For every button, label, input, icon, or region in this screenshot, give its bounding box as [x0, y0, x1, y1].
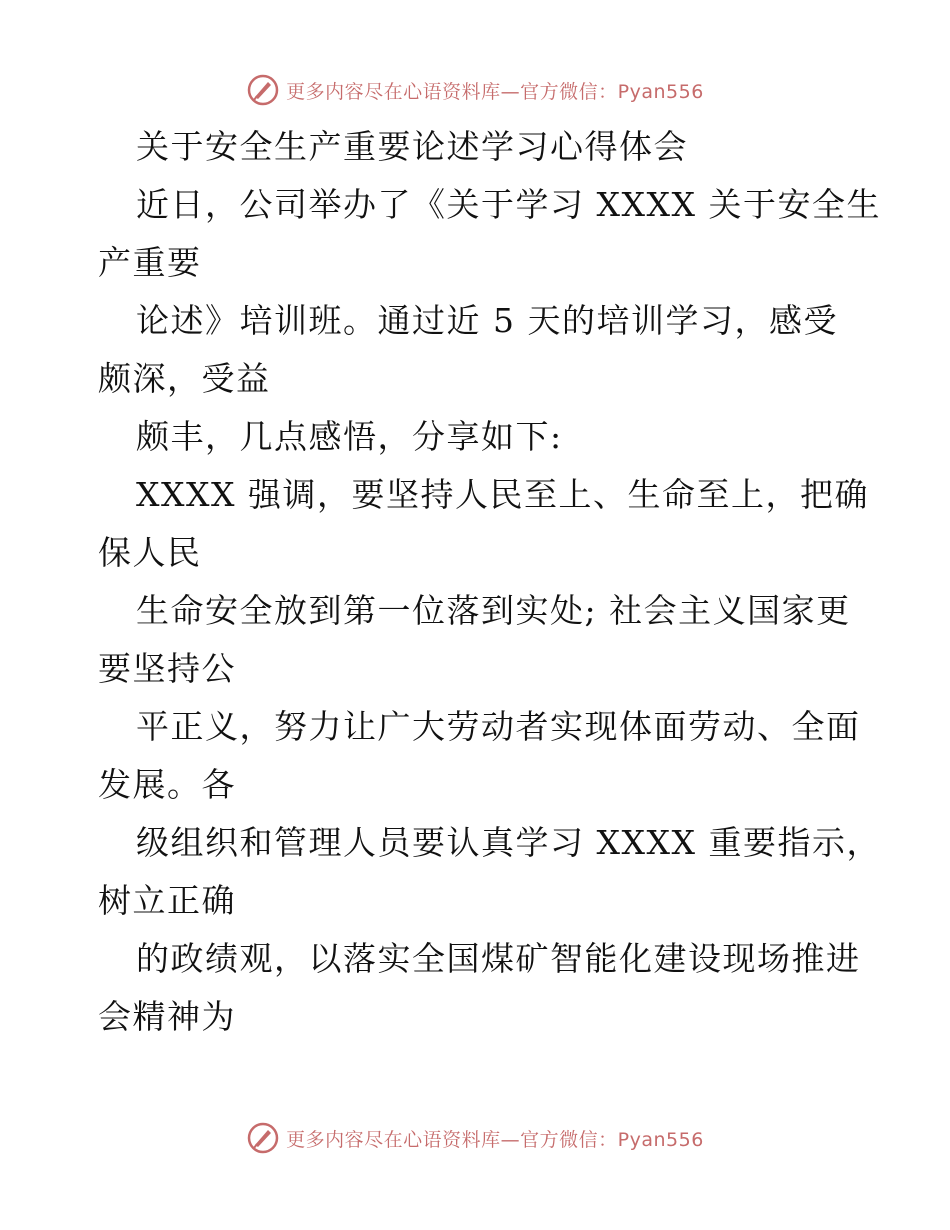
text-line: 颇丰，几点感悟，分享如下: — [136, 417, 563, 456]
text-line: 保人民 — [98, 533, 202, 572]
quill-logo-icon — [246, 73, 280, 107]
text-line: 会精神为 — [98, 997, 236, 1036]
watermark-text: 更多内容尽在心语资料库—官方微信：Pyan556 — [286, 80, 704, 103]
text-line: 的政绩观，以落实全国煤矿智能化建设现场推进 — [136, 939, 861, 978]
text-line: XXXX 强调，要坚持人民至上、生命至上，把确 — [136, 475, 869, 514]
watermark-text: 更多内容尽在心语资料库—官方微信：Pyan556 — [286, 1128, 704, 1151]
text-line: 级组织和管理人员要认真学习 XXXX 重要指示， — [136, 823, 881, 862]
watermark-banner-top — [0, 70, 950, 110]
text-line: 颇深，受益 — [98, 359, 271, 398]
text-line: 平正义，努力让广大劳动者实现体面劳动、全面 — [136, 707, 861, 746]
text-line: 产重要 — [98, 243, 202, 282]
text-line: 论述》培训班。通过近 5 天的培训学习，感受 — [136, 301, 838, 340]
text-line: 树立正确 — [98, 881, 236, 920]
text-line: 关于安全生产重要论述学习心得体会 — [136, 127, 688, 166]
document-body — [98, 118, 881, 1046]
quill-logo-icon — [246, 1121, 280, 1155]
text-line: 近日，公司举办了《关于学习 XXXX 关于安全生 — [136, 185, 881, 224]
text-line: 发展。各 — [98, 765, 236, 804]
text-line: 要坚持公 — [98, 649, 236, 688]
watermark-banner-bottom — [0, 1118, 950, 1158]
text-line: 生命安全放到第一位落到实处; 社会主义国家更 — [136, 591, 851, 630]
